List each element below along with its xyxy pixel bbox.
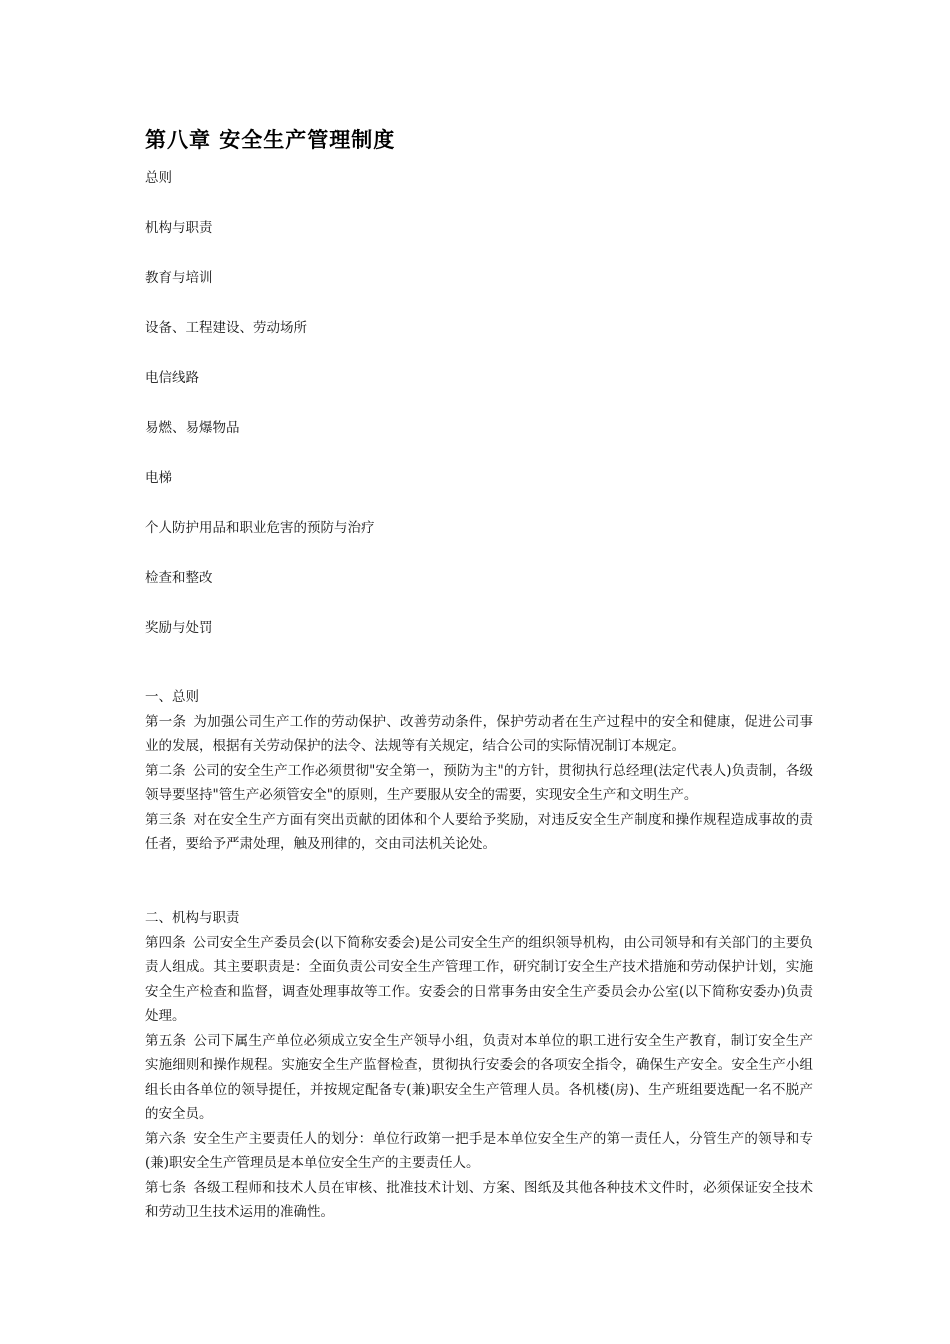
article-text: 对在安全生产方面有突出贡献的团体和个人要给予奖励，对违反安全生产制度和操作规程造成事故的责任者，要给予严肃处理，触及刑律的，交由司法机关论处。 (145, 811, 814, 852)
article-text: 公司安全生产委员会(以下简称安委会)是公司安全生产的组织领导机构，由公司领导和有关部门的主要负责人组成。其主要职责是：全面负责公司安全生产管理工作，研究制订安全生产技术措施和劳动保护计划，实施安全生产检查和监督，调查处理事故等工作。安委会的日常事务由安全生产委员会办公室(以下简称安委办)负责处理。 (145, 934, 813, 1024)
section-general (145, 685, 813, 857)
article-7 (145, 1176, 813, 1225)
chapter-title: 第八章 安全生产管理制度 (145, 128, 396, 152)
toc-item: 个人防护用品和职业危害的预防与治疗 (145, 520, 375, 536)
article-1 (145, 710, 813, 759)
table-of-contents (145, 166, 375, 666)
article-6 (145, 1127, 813, 1176)
article-text: 各级工程师和技术人员在审核、批准技术计划、方案、图纸及其他各种技术文件时，必须保证安全技术和劳动卫生技术运用的准确性。 (145, 1179, 814, 1220)
article-text: 为加强公司生产工作的劳动保护、改善劳动条件，保护劳动者在生产过程中的安全和健康，促进公司事业的发展，根据有关劳动保护的法令、法规等有关规定，结合公司的实际情况制订本规定。 (145, 713, 814, 754)
article-3 (145, 808, 813, 857)
toc-item: 电信线路 (145, 370, 199, 386)
toc-item: 易燃、易爆物品 (145, 420, 240, 436)
article-number: 第四条 (145, 934, 186, 951)
article-number: 第六条 (145, 1130, 187, 1147)
article-5 (145, 1029, 813, 1127)
article-2 (145, 759, 813, 808)
article-4 (145, 931, 813, 1029)
article-number: 第七条 (145, 1179, 187, 1196)
section-organization (145, 906, 813, 1225)
article-number: 第五条 (145, 1032, 187, 1049)
toc-item: 机构与职责 (145, 220, 213, 236)
article-text: 公司的安全生产工作必须贯彻"安全第一，预防为主"的方针，贯彻执行总经理(法定代表人)负责制，各级领导要坚持"管生产必须管安全"的原则，生产要服从安全的需要，实现安全生产和文明生产。 (145, 762, 814, 803)
article-number: 第二条 (145, 762, 186, 779)
section-heading: 二、机构与职责 (145, 910, 240, 926)
section-heading: 一、总则 (145, 689, 199, 705)
toc-item: 教育与培训 (145, 270, 213, 286)
article-number: 第一条 (145, 713, 187, 730)
toc-item: 检查和整改 (145, 570, 213, 586)
toc-item: 电梯 (145, 470, 172, 486)
article-text: 公司下属生产单位必须成立安全生产领导小组，负责对本单位的职工进行安全生产教育，制订安全生产实施细则和操作规程。实施安全生产监督检查，贯彻执行安委会的各项安全指令，确保生产安全。安全生产小组组长由各单位的领导提任，并按规定配备专(兼)职安全生产管理人员。各机楼(房)、生产班组要选配一名不脱产的安全员。 (145, 1032, 814, 1122)
toc-item: 设备、工程建设、劳动场所 (145, 320, 307, 336)
article-text: 安全生产主要责任人的划分：单位行政第一把手是本单位安全生产的第一责任人，分管生产的领导和专(兼)职安全生产管理员是本单位安全生产的主要责任人。 (145, 1130, 814, 1171)
toc-item: 总则 (145, 170, 172, 186)
toc-item: 奖励与处罚 (145, 620, 213, 636)
article-number: 第三条 (145, 811, 187, 828)
